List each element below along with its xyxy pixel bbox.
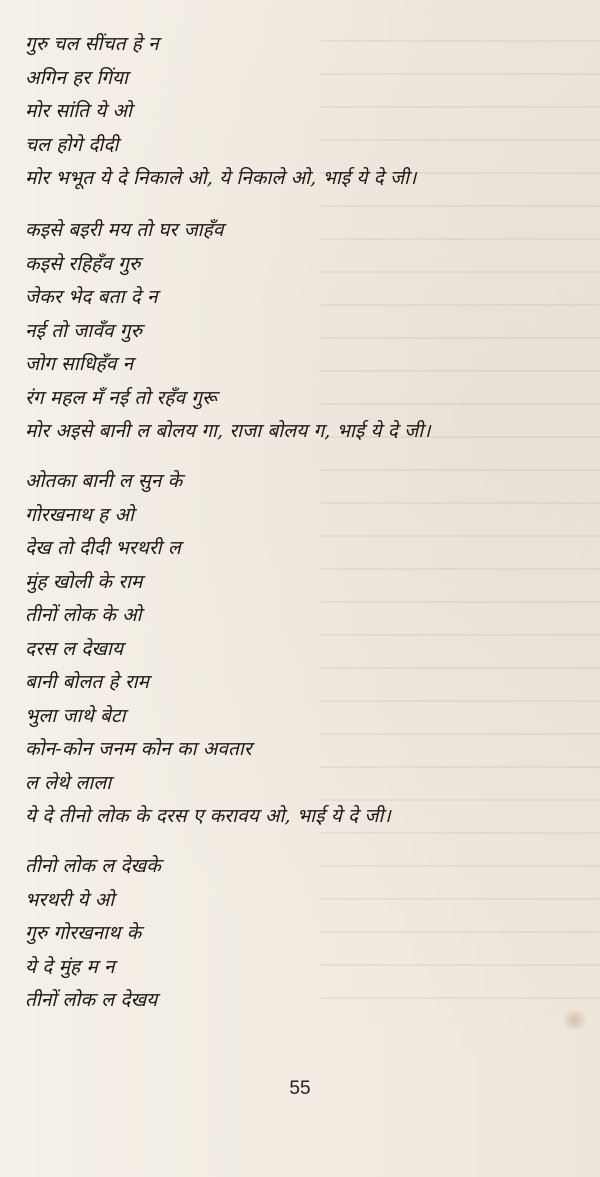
verse-line: भरथरी ये ओ bbox=[25, 888, 115, 911]
verse-line: मोर भभूत ये दे निकाले ओ, ये निकाले ओ, भाई ये दे जी। bbox=[25, 167, 417, 189]
verse-line: ल लेथे लाला bbox=[25, 771, 112, 794]
verse-line: मोर अइसे बानी ल बोलय गा, राजा बोलय ग, भाई ये दे जी। bbox=[25, 420, 431, 442]
verse-line: ओतका बानी ल सुन के bbox=[25, 470, 183, 492]
verse-line: कइसे रहिहँव गुरु bbox=[25, 252, 141, 275]
verse-line: नई तो जावँव गुरु bbox=[25, 319, 143, 342]
verse-line: अगिन हर गिंया bbox=[25, 66, 129, 89]
verse-line: चल होगे दीदी bbox=[25, 133, 119, 156]
verse-line: जेकर भेद बता दे न bbox=[25, 286, 158, 308]
verse-line: बानी बोलत हे राम bbox=[25, 671, 150, 693]
verse-line: कइसे बइरी मय तो घर जाहँव bbox=[25, 219, 224, 241]
verse-line: तीनों लोक ल देखय bbox=[25, 989, 158, 1011]
verse-line: तीनों लोक के ओ bbox=[25, 604, 142, 626]
verse-line: तीनो लोक ल देखके bbox=[25, 855, 161, 877]
verse-line: दरस ल देखाय bbox=[25, 637, 124, 660]
stanza-2 bbox=[25, 214, 431, 449]
page-number: 55 bbox=[289, 1078, 311, 1099]
stanza-4 bbox=[25, 850, 161, 1018]
verse-line: ये दे तीनो लोक के दरस ए करावय ओ, भाई ये दे जी। bbox=[25, 805, 391, 827]
verse-line: जोग साधिहँव न bbox=[25, 353, 134, 375]
stanza-1 bbox=[25, 28, 416, 196]
verse-line: गोरखनाथ ह ओ bbox=[25, 503, 135, 526]
verse-line: गुरु चल सींचत हे न bbox=[25, 33, 159, 55]
verse-line: ये दे मुंह म न bbox=[25, 955, 115, 978]
paper-stain bbox=[560, 1010, 590, 1030]
verse-line: गुरु गोरखनाथ के bbox=[25, 922, 142, 944]
verse-line: कोन-कोन जनम कोन का अवतार bbox=[25, 738, 252, 760]
verse-line: देख तो दीदी भरथरी ल bbox=[25, 537, 181, 559]
verse-line: मुंह खोली के राम bbox=[25, 570, 143, 593]
stanza-3 bbox=[25, 465, 391, 834]
verse-line: मोर सांति ये ओ bbox=[25, 100, 133, 122]
verse-line: भुला जाथे बेटा bbox=[25, 704, 126, 727]
verse-line: रंग महल मँ नई तो रहँव गुरू bbox=[25, 386, 217, 409]
